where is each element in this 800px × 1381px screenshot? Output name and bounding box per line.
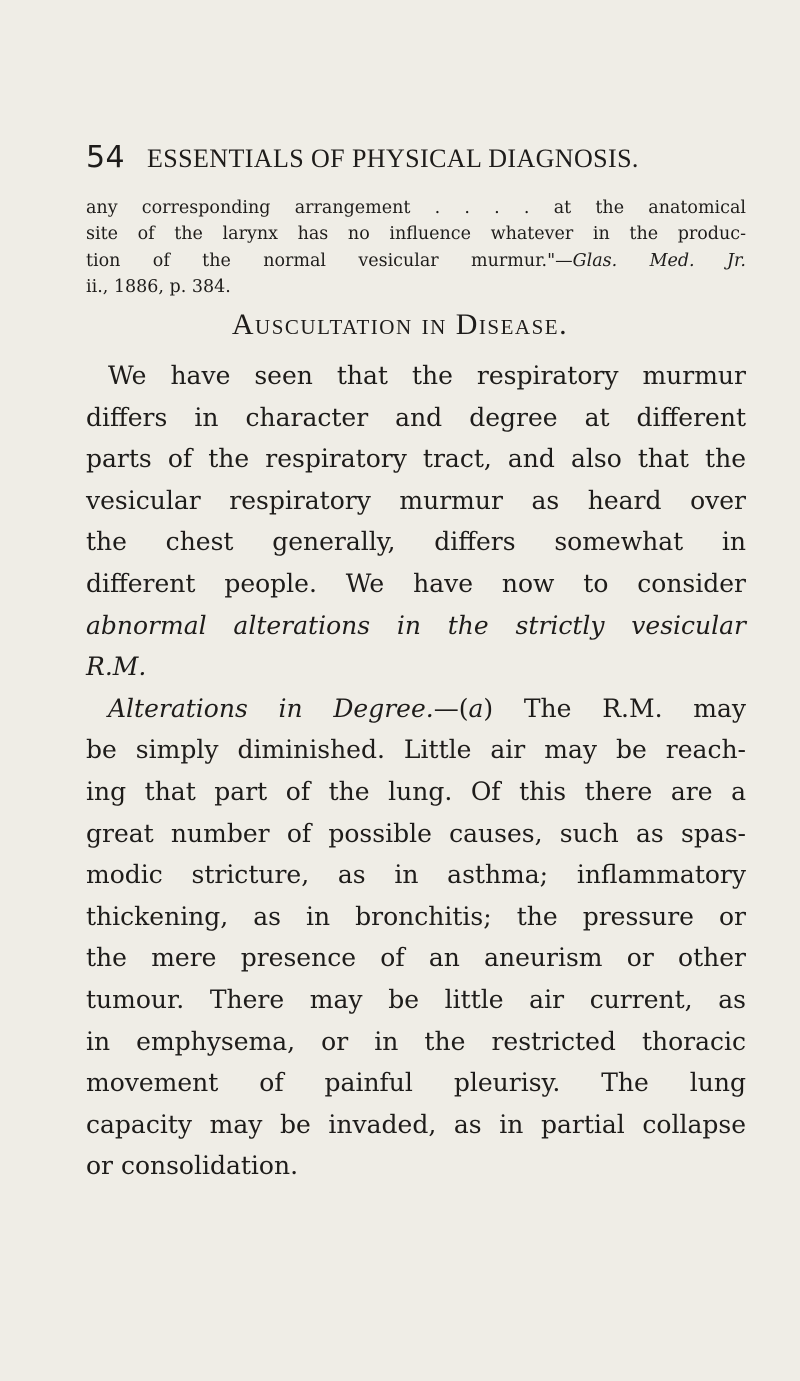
paragraph-line: We have seen that the respiratory murmur: [108, 361, 746, 390]
lead-text: —(: [433, 693, 469, 723]
subsection-title: Alterations in Degree.: [108, 693, 434, 723]
paragraph-line: tumour. There may be little air current, as: [86, 984, 746, 1014]
paragraph-line: ing that part of the lung. Of this there are a: [86, 776, 746, 806]
section-heading: Auscultation in Disease.: [231, 308, 569, 341]
paragraph-line: abnormal alterations in the strictly vesicular: [86, 610, 746, 640]
paragraph-line: the mere presence of an aneurism or other: [86, 943, 746, 973]
quote-line: any corresponding arrangement . . . . at the anatomical: [86, 198, 746, 218]
quote-line: ii., 1886, p. 384.: [86, 276, 231, 297]
paragraph-line: thickening, as in bronchitis; the pressure or: [86, 901, 746, 931]
paragraph-line: differs in character and degree at different: [86, 402, 746, 432]
paragraph-line: vesicular respiratory murmur as heard over: [86, 485, 746, 515]
page-number: 54: [86, 140, 125, 175]
paragraph-line: modic stricture, as in asthma; inflammatory: [86, 860, 746, 890]
paragraph-line: parts of the respiratory tract, and also that the: [86, 444, 746, 474]
quotation-block: [86, 195, 746, 300]
paragraph-line: great number of possible causes, such as spas-: [86, 818, 746, 848]
quote-line: [86, 248, 746, 274]
quote-text: tion of the normal vesicular murmur."—: [86, 250, 573, 271]
paragraph-line: movement of painful pleurisy. The lung: [86, 1068, 746, 1098]
paragraph-line: in emphysema, or in the restricted thoracic: [86, 1026, 746, 1056]
enumeration-letter: a: [468, 693, 484, 723]
paragraph-line: R.M.: [86, 652, 147, 682]
paragraph-line: be simply diminished. Little air may be reach-: [86, 735, 746, 765]
paragraph-line: or consolidation.: [86, 1151, 299, 1181]
quote-line: site of the larynx has no influence whatever in the produc-: [86, 224, 746, 245]
paragraph-lead-line: [86, 688, 746, 730]
quote-citation: Glas. Med. Jr.: [572, 250, 746, 271]
body-text: [86, 355, 746, 1187]
paragraph-line: capacity may be invaded, as in partial collapse: [86, 1109, 746, 1139]
paragraph-line: the chest generally, differs somewhat in: [86, 527, 746, 557]
lead-text: ) The R.M. may: [483, 693, 746, 723]
running-title: ESSENTIALS OF PHYSICAL DIAGNOSIS.: [146, 144, 639, 173]
running-head: [86, 140, 746, 175]
paragraph-line: different people. We have now to consider: [86, 568, 746, 598]
